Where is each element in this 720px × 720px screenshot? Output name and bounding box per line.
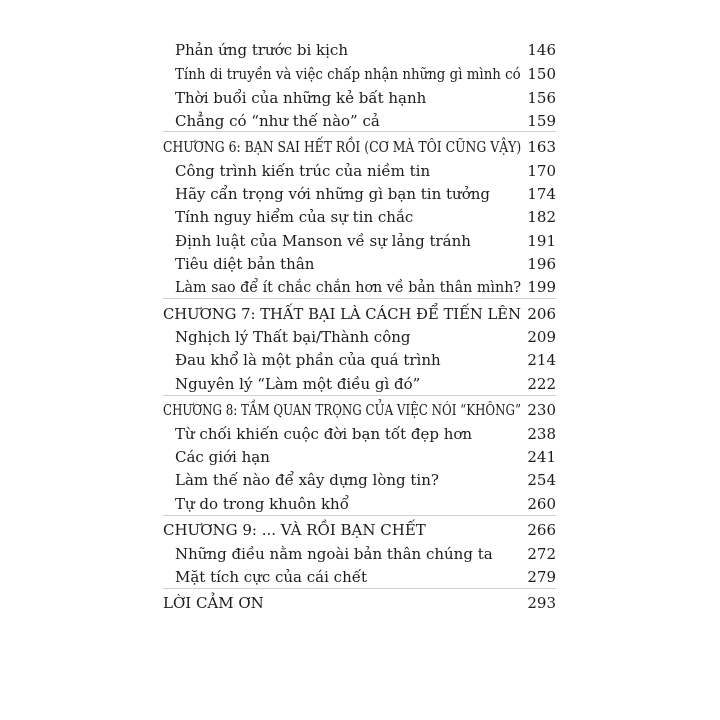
chapter-page: 230 <box>527 401 556 419</box>
divider <box>163 588 556 589</box>
toc-entry-page: 241 <box>527 448 556 466</box>
toc-entry[interactable] <box>175 161 556 181</box>
toc-entry-page: 191 <box>527 232 556 250</box>
toc-entry-title: Tiêu diệt bản thân <box>175 255 315 273</box>
toc-entry[interactable] <box>175 424 556 444</box>
toc-chapter-7[interactable] <box>163 304 556 324</box>
toc-entry-title: Từ chối khiến cuộc đời bạn tốt đẹp hơn <box>175 425 473 443</box>
toc-entry-title: Tự do trong khuôn khổ <box>175 495 349 513</box>
toc-entry-page: 150 <box>527 65 556 83</box>
toc-entry-page: 196 <box>527 255 556 273</box>
toc-acknowledgements[interactable] <box>163 593 556 613</box>
toc-entry[interactable] <box>175 184 556 204</box>
toc-entry-page: 170 <box>527 162 556 180</box>
toc-entry[interactable] <box>175 207 556 227</box>
toc-entry-title: Tính nguy hiểm của sự tin chắc <box>175 208 414 226</box>
toc-entry-page: 254 <box>527 471 556 489</box>
toc-chapter-9[interactable] <box>163 520 556 540</box>
toc-entry-title: Nguyên lý “Làm một điều gì đó” <box>175 375 421 393</box>
toc-entry-page: 199 <box>527 278 556 296</box>
toc-entry-title: Định luật của Manson về sự lảng tránh <box>175 232 471 250</box>
toc-entry-title: Công trình kiến trúc của niềm tin <box>175 162 431 180</box>
toc-entry-title: Các giới hạn <box>175 448 270 466</box>
toc-entry-title: Thời buổi của những kẻ bất hạnh <box>175 89 427 107</box>
toc-entry[interactable] <box>175 64 556 84</box>
toc-entry[interactable] <box>175 88 556 108</box>
divider <box>163 395 556 396</box>
toc-entry-page: 156 <box>527 89 556 107</box>
chapter-title: CHƯƠNG 6: BẠN SAI HẾT RỒI (CƠ MÀ TÔI CŨNG VẬY) <box>163 138 522 156</box>
toc-entry[interactable] <box>175 231 556 251</box>
toc-entry[interactable] <box>175 567 556 587</box>
toc-entry[interactable] <box>175 327 556 347</box>
toc-entry[interactable] <box>175 254 556 274</box>
toc-entry-page: 279 <box>527 568 556 586</box>
toc-entry[interactable] <box>175 111 556 131</box>
toc-entry-page: 214 <box>527 351 556 369</box>
toc-entry[interactable] <box>175 494 556 514</box>
toc-entry-title: Đau khổ là một phần của quá trình <box>175 351 441 369</box>
toc-entry-page: 146 <box>527 41 556 59</box>
toc-chapter-6[interactable] <box>163 137 556 157</box>
chapter-title: CHƯƠNG 7: THẤT BẠI LÀ CÁCH ĐỂ TIẾN LÊN <box>163 305 521 323</box>
chapter-page: 206 <box>527 305 556 323</box>
toc-entry-title: Phản ứng trước bi kịch <box>175 41 348 59</box>
chapter-page: 293 <box>527 594 556 612</box>
toc-entry[interactable] <box>175 350 556 370</box>
toc-entry[interactable] <box>175 447 556 467</box>
toc-entry[interactable] <box>175 374 556 394</box>
chapter-title: CHƯƠNG 8: TẦM QUAN TRỌNG CỦA VIỆC NÓI “KHÔNG” <box>163 401 522 419</box>
toc-entry[interactable] <box>175 544 556 564</box>
toc-entry-title: Mặt tích cực của cái chết <box>175 568 367 586</box>
toc-entry-title: Nghịch lý Thất bại/Thành công <box>175 328 411 346</box>
toc-entry-title: Những điều nằm ngoài bản thân chúng ta <box>175 545 493 563</box>
toc-entry-title: Làm sao để ít chắc chắn hơn về bản thân mình? <box>175 278 522 296</box>
toc-entry-page: 222 <box>527 375 556 393</box>
divider <box>163 515 556 516</box>
toc-entry-title: Tính di truyền và việc chấp nhận những gì mình có <box>175 65 521 83</box>
toc-entry-page: 260 <box>527 495 556 513</box>
toc-entry-title: Chẳng có “như thế nào” cả <box>175 112 380 130</box>
chapter-page: 266 <box>527 521 556 539</box>
toc-entry-page: 174 <box>527 185 556 203</box>
toc-entry-title: Hãy cẩn trọng với những gì bạn tin tưởng <box>175 185 491 203</box>
toc-entry-page: 159 <box>527 112 556 130</box>
toc-entry-page: 209 <box>527 328 556 346</box>
toc-entry-page: 182 <box>527 208 556 226</box>
chapter-title: CHƯƠNG 9: ... VÀ RỒI BẠN CHẾT <box>163 521 426 539</box>
toc-entry[interactable] <box>175 40 556 60</box>
toc-entry-page: 272 <box>527 545 556 563</box>
toc-chapter-8[interactable] <box>163 400 556 420</box>
divider <box>163 298 556 299</box>
toc-entry-title: Làm thế nào để xây dựng lòng tin? <box>175 471 439 489</box>
divider <box>163 131 556 132</box>
chapter-title: LỜI CẢM ƠN <box>163 594 264 612</box>
toc-entry-page: 238 <box>527 425 556 443</box>
chapter-page: 163 <box>527 138 556 156</box>
toc-entry[interactable] <box>175 277 556 297</box>
toc-entry[interactable] <box>175 470 556 490</box>
